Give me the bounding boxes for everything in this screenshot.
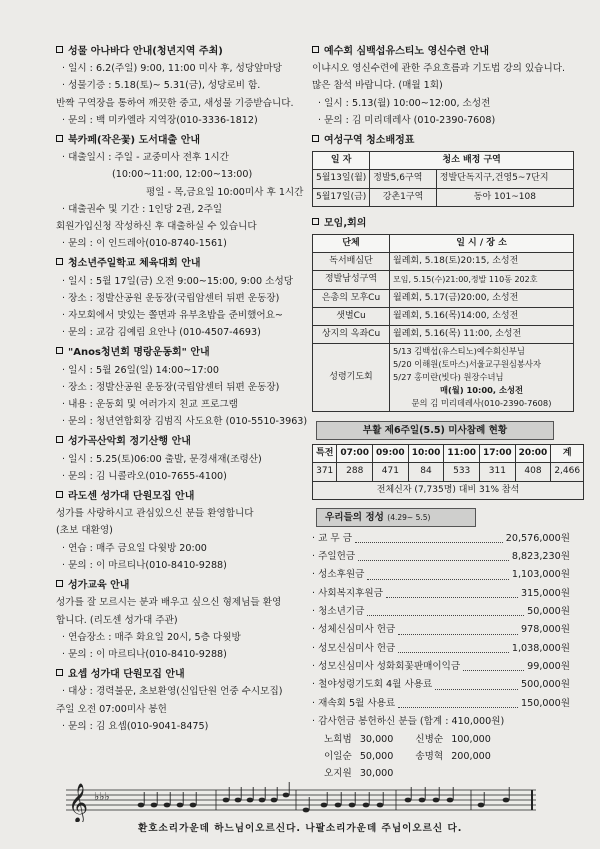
donor-name: 노희범 [324, 733, 352, 745]
section-joseph-choir [56, 666, 308, 735]
text-line: · 연습 : 매주 금요일 다윗방 20:00 [62, 542, 207, 554]
text-line: · 문의 : 청년연합회장 김범직 사도요한 (010-5510-3963) [62, 416, 308, 428]
section-title: 요셉 성가대 단원모집 안내 [68, 669, 185, 681]
offering-label: · 사회복지후원금 [312, 587, 383, 599]
section-title: "Anos청년회 명랑운동회" 안내 [68, 347, 210, 359]
offering-amount: 99,000원 [527, 660, 570, 672]
table-cell: 월례회, 5.17(금)20:00, 소성전 [390, 289, 574, 307]
section-title: 북카페(작은꽃) 도서대출 안내 [68, 135, 201, 147]
note-head-icon [151, 803, 158, 808]
leader-dots [367, 566, 508, 579]
offering-label: · 성모신심미사 헌금 [312, 642, 396, 654]
note-head-icon [503, 798, 510, 803]
offering-label: · 성모신심미사 성화회꽃판매이익금 [312, 660, 461, 672]
note-head-icon [164, 803, 171, 808]
section-sacred-goods [56, 43, 308, 129]
text-line: 문의 김 미리데레사(010-2390-7608) [411, 398, 552, 409]
donors-table [320, 731, 495, 783]
note-head-icon [349, 803, 356, 808]
offering-period: (4.29~ 5.5) [387, 512, 431, 522]
offering-label: · 성체신심미사 헌금 [312, 624, 396, 636]
text-line: 5/13 김백섭(유스티노)예수회신부님 [393, 346, 525, 357]
note-head-icon [419, 798, 426, 803]
note-head-icon [271, 798, 278, 803]
right-column [312, 40, 580, 782]
offering-amount: 150,000원 [521, 697, 570, 709]
note-head-icon [433, 798, 440, 803]
text-line: · 문의 : 이 마르티나(010-8410-9288) [62, 648, 227, 660]
table-cell: 독서배심단 [313, 253, 390, 271]
offering-label: · 성소후원금 [312, 569, 365, 581]
section-attendance [312, 421, 580, 500]
note-head-icon [223, 798, 230, 803]
text-line: · 일시 : 5.25(토)06:00 출발, 문경새재(조령산) [62, 453, 262, 465]
text-line: 주일 오전 07:00미사 봉헌 [56, 703, 167, 715]
note-head-icon [321, 803, 328, 808]
text-line: 5/27 홍미란(빗다) 원장수녀님 [393, 372, 504, 383]
offering-row [312, 585, 570, 603]
text-line: · 일시 : 6.2(주일) 9:00, 11:00 미사 후, 성당앞마당 [62, 63, 282, 75]
offering-amount: 315,000원 [521, 587, 570, 599]
meetings-table [312, 234, 574, 412]
section-offering [312, 508, 580, 783]
lyric-line: 환호소리가운데 하느님이오르신다. 나팔소리가운데 주님이오르신 다. [138, 823, 463, 834]
square-bullet-icon [56, 347, 63, 354]
text-line: · 일시 : 5월 26일(일) 14:00~17:00 [62, 364, 219, 376]
table-header: 11:00 [444, 445, 480, 463]
table-row [313, 289, 574, 307]
cleaning-table [312, 151, 574, 207]
table-header: 07:00 [337, 445, 373, 463]
donor-amount: 100,000 [451, 733, 491, 745]
table-cell: 월례회, 5.18(토)20:15, 소성전 [390, 253, 574, 271]
offering-row [312, 640, 570, 658]
donor-amount: 30,000 [359, 733, 394, 745]
offering-amount: 1,038,000원 [511, 642, 570, 654]
note-head-icon [247, 798, 254, 803]
section-title: 모임,회의 [324, 217, 367, 229]
donor-amount: 30,000 [359, 768, 394, 780]
text-line: · 장소 : 정발산공원 운동장(국립암센터 뒤편 운동장) [62, 292, 280, 304]
text-line: 성가를 잘 모르시는 분과 배우고 싶으신 형제님들 환영 [56, 597, 282, 609]
text-line: · 문의 : 이 인드레아(010-8740-1561) [62, 238, 227, 250]
table-header: 일 시 / 장 소 [390, 235, 574, 253]
text-line: · 장소 : 정발산공원 운동장(국립암센터 뒤편 운동장) [62, 381, 280, 393]
table-cell: 상지의 옥좌Cu [313, 326, 390, 344]
text-line: 평일 - 목,금요일 10:00미사 후 1시간 [146, 186, 304, 198]
text-line: 성가를 사랑하시고 관심있으신 분들 환영합니다 [56, 508, 254, 520]
text-line: · 대출권수 및 기간 : 1인당 2권, 2주일 [62, 203, 223, 215]
donor-name: 이일순 [324, 751, 352, 763]
table-row [313, 170, 574, 188]
text-line: · 문의 : 김 요셉(010-9041-8475) [62, 720, 209, 732]
square-bullet-icon [56, 669, 63, 676]
table-header: 10:00 [408, 445, 444, 463]
square-bullet-icon [56, 491, 63, 498]
table-cell: 408 [515, 463, 551, 481]
table-cell: 533 [444, 463, 480, 481]
text-line: · 성물기증 : 5.18(토)~ 5.31(금), 성당로비 함. [62, 80, 261, 92]
leader-dots [358, 548, 509, 561]
section-title: 여성구역 청소배정표 [324, 135, 415, 147]
offering-amount: 8,823,230원 [511, 551, 570, 563]
table-cell: 2,466 [551, 463, 584, 481]
text-line: · 일시 : 5월 17일(금) 오전 9:00~15:00, 9:00 소성당 [62, 275, 293, 287]
offering-amount: 500,000원 [521, 679, 570, 691]
table-cell: 강촌1구역 [370, 188, 436, 206]
leader-dots [435, 676, 518, 689]
leader-dots [355, 530, 503, 543]
square-bullet-icon [312, 135, 319, 142]
offering-label: · 재속회 5월 사용료 [312, 697, 396, 709]
donor-name: 송명혁 [415, 751, 444, 763]
text-line: 매(월) 10:00, 소성전 [440, 385, 523, 396]
note-head-icon [303, 808, 310, 813]
note-head-icon [283, 793, 290, 798]
text-line: · 문의 : 이 마르티나(010-8410-9288) [62, 559, 227, 571]
table-row [320, 731, 495, 748]
svg-text:♭♭♭: ♭♭♭ [94, 790, 110, 803]
section-title: 성가곡산악회 정기산행 안내 [68, 436, 191, 448]
table-cell: 월례회, 5.16(목) 11:00, 소성전 [390, 326, 574, 344]
text-line: 5/20 이해원(토마스)서울교구원심봉사자 [393, 359, 541, 370]
offering-row [312, 695, 570, 713]
text-line: 합니다. (리도센 성가대 주관) [56, 614, 178, 626]
table-cell: 288 [337, 463, 373, 481]
text-line: · 대상 : 경력불문, 초보환영(신입단원 언중 수시모집) [62, 686, 283, 698]
section-cleaning-schedule [312, 132, 580, 207]
donor-amount: 50,000 [359, 751, 394, 763]
offering-label: · 철야성령기도회 4월 사용료 [312, 679, 433, 691]
text-line: 많은 참석 바랍니다. (매월 1회) [312, 80, 443, 92]
table-row [313, 463, 584, 481]
offering-row [312, 676, 570, 694]
text-line: · 문의 : 김 니콜라오(010-7655-4100) [62, 470, 227, 482]
table-cell: 정발남성구역 [313, 271, 390, 289]
note-head-icon [177, 803, 184, 808]
table-header: 계 [551, 445, 584, 463]
table-cell: 동아 101~108 [436, 188, 573, 206]
table-cell: 전체신자 (7,735명) 대비 31% 참석 [313, 481, 584, 499]
section-title: 성가교육 안내 [68, 580, 130, 592]
left-column [56, 40, 308, 735]
text-line: 이냐시오 영신수련에 관한 주요흐름과 기도법 강의 있습니다. [312, 63, 566, 75]
table-cell: 모임, 5.15(수)21:00,정발 110동 202호 [390, 271, 574, 289]
table-row [313, 271, 574, 289]
leader-dots [463, 658, 524, 671]
text-line: 회원가입신청 작성하신 후 대출하실 수 있습니다 [56, 221, 257, 233]
offering-row [312, 548, 570, 566]
leader-dots [367, 603, 524, 616]
offering-title [316, 508, 476, 527]
note-head-icon [447, 798, 454, 803]
square-bullet-icon [56, 580, 63, 587]
offering-amount: 978,000원 [521, 624, 570, 636]
table-header: 09:00 [373, 445, 409, 463]
offering-label: · 청소년기금 [312, 606, 365, 618]
leader-dots [398, 695, 518, 708]
section-book-cafe [56, 132, 308, 252]
section-youth-sports [56, 255, 308, 341]
table-cell: 은총의 모후Cu [313, 289, 390, 307]
note-head-icon [363, 803, 370, 808]
square-bullet-icon [56, 436, 63, 443]
text-line: · 자모회에서 맛있는 쫄면과 유부초밥을 준비했어요~ [62, 310, 283, 322]
note-head-icon [478, 803, 485, 808]
table-cell: 371 [313, 463, 337, 481]
note-head-icon [190, 803, 197, 808]
text-line: · 문의 : 김 미리데레사 (010-2390-7608) [318, 114, 496, 126]
svg-text:𝄞: 𝄞 [68, 783, 89, 822]
section-title: 청소년주일학교 체육대회 안내 [68, 258, 201, 270]
offering-row [312, 566, 570, 584]
text-line: (10:00~11:00, 12:00~13:00) [112, 169, 253, 181]
leader-dots [398, 640, 509, 653]
text-line: (초보 대환영) [56, 525, 113, 537]
offering-row [312, 530, 570, 548]
offering-row [312, 603, 570, 621]
offering-amount: 20,576,000원 [505, 532, 570, 544]
text-line: · 일시 : 5.13(월) 10:00~12:00, 소성전 [318, 97, 491, 109]
square-bullet-icon [56, 46, 63, 53]
square-bullet-icon [56, 258, 63, 265]
thanks-line: · 감사헌금 봉헌하신 분들 (합계 : 410,000원) [312, 715, 505, 727]
table-cell: 정발단독지구,건영5~7단지 [436, 170, 573, 188]
table-cell: 샛별Cu [313, 307, 390, 325]
offering-row [312, 658, 570, 676]
table-header: 20:00 [515, 445, 551, 463]
section-meetings [312, 215, 580, 412]
offering-amount: 50,000원 [527, 606, 570, 618]
square-bullet-icon [312, 218, 319, 225]
text-line: 반짝 구역장을 통하여 깨끗한 중고, 새성물 기증받습니다. [56, 97, 294, 109]
note-head-icon [335, 803, 342, 808]
text-line: · 문의 : 교감 김예림 요안나 (010-4507-4693) [62, 327, 261, 339]
table-row [320, 748, 495, 765]
table-row [313, 253, 574, 271]
square-bullet-icon [312, 46, 319, 53]
donor-name: 오지원 [324, 768, 352, 780]
section-hiking-club [56, 433, 308, 485]
section-choir-recruit [56, 488, 308, 574]
leader-dots [386, 585, 518, 598]
table-cell: 성령기도회 [313, 344, 390, 412]
offering-label: · 교 무 금 [312, 532, 353, 544]
note-head-icon [259, 798, 266, 803]
table-header: 17:00 [480, 445, 516, 463]
leader-dots [398, 621, 518, 634]
attendance-title-text: 부활 제6주일(5.5) 미사참례 현황 [362, 425, 508, 437]
note-head-icon [405, 798, 412, 803]
text-line: · 대출일시 : 주일 - 교중미사 전후 1시간 [62, 152, 229, 164]
table-cell: 311 [480, 463, 516, 481]
attendance-title [316, 421, 554, 440]
donor-name: 신병순 [415, 733, 444, 745]
table-header: 일 자 [313, 152, 370, 170]
offering-title-text: 우리들의 정성 [325, 511, 384, 523]
offering-list [312, 530, 570, 713]
section-anos-sports [56, 344, 308, 430]
table-cell: 정발5,6구역 [370, 170, 436, 188]
table-cell: 5월17일(금) [313, 188, 370, 206]
offering-amount: 1,103,000원 [511, 569, 570, 581]
section-jesuit-retreat [312, 43, 580, 129]
note-head-icon [235, 798, 242, 803]
offering-label: · 주일헌금 [312, 551, 356, 563]
table-header: 단체 [313, 235, 390, 253]
section-title: 라도센 성가대 단원모집 안내 [68, 491, 195, 503]
table-cell: 84 [408, 463, 444, 481]
text-line: · 내용 : 운동회 및 여러가지 친교 프로그램 [62, 399, 238, 411]
table-row [313, 344, 574, 412]
offering-row [312, 621, 570, 639]
table-header: 청소 배정 구역 [370, 152, 574, 170]
attendance-table [312, 444, 584, 500]
square-bullet-icon [56, 135, 63, 142]
note-head-icon [138, 803, 145, 808]
text-line: · 문의 : 백 미카엘라 지역장(010-3336-1812) [62, 114, 258, 126]
table-header: 특전 [313, 445, 337, 463]
table-row [313, 481, 584, 499]
music-staff-icon [66, 778, 536, 822]
prayer-cell [390, 344, 574, 412]
table-row [313, 188, 574, 206]
section-choir-education [56, 577, 308, 663]
table-cell: 5월13일(월) [313, 170, 370, 188]
text-line: · 연습장소 : 매주 화요일 20시, 5층 다윗방 [62, 631, 241, 643]
table-row [313, 307, 574, 325]
table-cell: 471 [373, 463, 409, 481]
section-title: 성물 아나바다 안내(청년지역 주최) [68, 46, 223, 57]
donor-amount: 200,000 [451, 751, 491, 763]
table-cell: 월례회, 5.16(목)14:00, 소성전 [390, 307, 574, 325]
section-title: 예수회 심백섭유스티노 영신수련 안내 [324, 46, 490, 57]
table-row [313, 326, 574, 344]
note-head-icon [377, 803, 384, 808]
